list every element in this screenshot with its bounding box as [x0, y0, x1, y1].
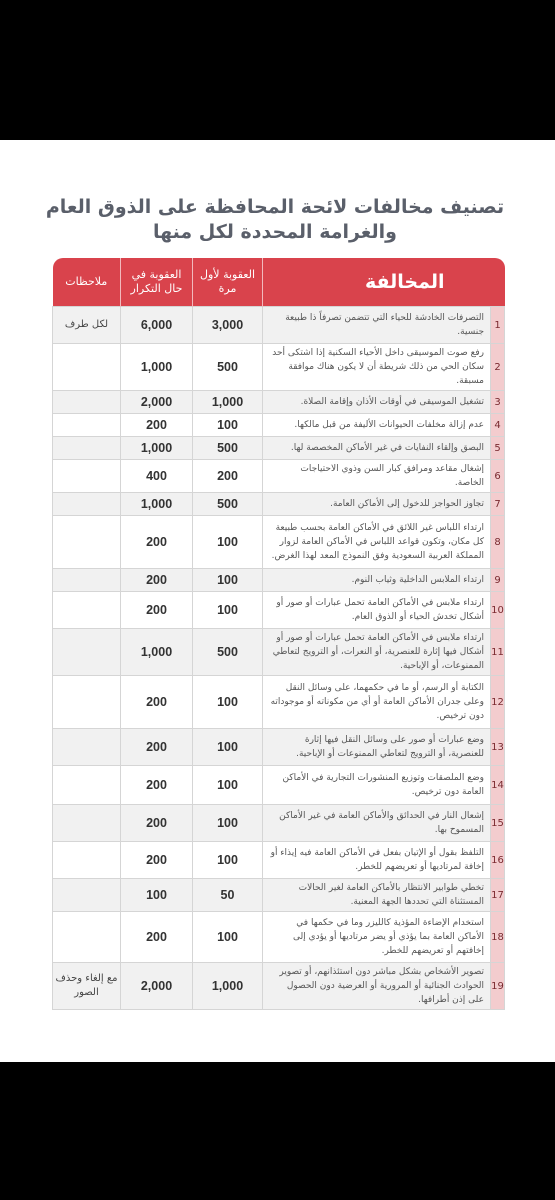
violation-text: ارتداء الملابس الداخلية وثياب النوم. [263, 569, 491, 592]
row-note [53, 391, 121, 414]
table-row [53, 963, 505, 1010]
row-note [53, 766, 121, 805]
repeat-penalty-amount: 200 [121, 912, 193, 963]
row-number: 2 [491, 344, 505, 391]
row-number: 6 [491, 460, 505, 493]
row-number: 3 [491, 391, 505, 414]
row-note [53, 414, 121, 437]
violations-table [52, 258, 505, 1010]
table-row [53, 391, 505, 414]
header-violation: المخالفة [263, 258, 505, 307]
table-row [53, 437, 505, 460]
first-penalty-amount: 100 [193, 414, 263, 437]
table-row [53, 516, 505, 569]
violation-text: تشغيل الموسيقى في أوقات الأذان وإقامة الصلاة. [263, 391, 491, 414]
row-note [53, 879, 121, 912]
first-penalty-amount: 100 [193, 676, 263, 729]
first-penalty-amount: 100 [193, 766, 263, 805]
violation-text: ارتداء ملابس في الأماكن العامة تحمل عبارات أو صور أو أشكال تخدش الحياء أو الذوق العام. [263, 592, 491, 629]
first-penalty-amount: 100 [193, 729, 263, 766]
repeat-penalty-amount: 200 [121, 592, 193, 629]
first-penalty-amount: 100 [193, 912, 263, 963]
row-number: 8 [491, 516, 505, 569]
repeat-penalty-amount: 2,000 [121, 391, 193, 414]
repeat-penalty-amount: 400 [121, 460, 193, 493]
violation-text: الكتابة أو الرسم، أو ما في حكمهما، على وسائل النقل وعلى جدران الأماكن العامة أو أي من مكوناته أو موجوداته دون ترخيص. [263, 676, 491, 729]
table-row [53, 569, 505, 592]
first-penalty-amount: 200 [193, 460, 263, 493]
violation-text: إشغال مقاعد ومرافق كبار السن وذوي الاحتياجات الخاصة. [263, 460, 491, 493]
first-penalty-amount: 500 [193, 344, 263, 391]
table-row [53, 629, 505, 676]
table-row [53, 460, 505, 493]
first-penalty-amount: 1,000 [193, 963, 263, 1010]
repeat-penalty-amount: 1,000 [121, 629, 193, 676]
row-number: 17 [491, 879, 505, 912]
violation-text: تخطي طوابير الانتظار بالأماكن العامة لغير الحالات المستثناة التي تحددها الجهة المعنية. [263, 879, 491, 912]
first-penalty-amount: 50 [193, 879, 263, 912]
row-number: 12 [491, 676, 505, 729]
header-repeat-penalty: العقوبة في حال التكرار [121, 258, 193, 307]
first-penalty-amount: 500 [193, 629, 263, 676]
row-note [53, 729, 121, 766]
row-number: 15 [491, 805, 505, 842]
violation-text: وضع الملصقات وتوزيع المنشورات التجارية في الأماكن العامة دون ترخيص. [263, 766, 491, 805]
first-penalty-amount: 1,000 [193, 391, 263, 414]
violation-text: تجاوز الحواجز للدخول إلى الأماكن العامة. [263, 493, 491, 516]
repeat-penalty-amount: 100 [121, 879, 193, 912]
row-note [53, 493, 121, 516]
document-title-line2: والغرامة المحددة لكل منها [152, 221, 397, 243]
table-row [53, 842, 505, 879]
row-note [53, 516, 121, 569]
row-note [53, 629, 121, 676]
first-penalty-amount: 500 [193, 493, 263, 516]
violation-text: ارتداء ملابس في الأماكن العامة تحمل عبارات أو صور أو أشكال فيها إثارة للعنصرية، أو النعرات، أو الترويج لتعاطي الممنوعات، أو الإباحية. [263, 629, 491, 676]
row-note [53, 592, 121, 629]
table-row [53, 307, 505, 344]
row-number: 13 [491, 729, 505, 766]
table-row [53, 729, 505, 766]
repeat-penalty-amount: 200 [121, 569, 193, 592]
repeat-penalty-amount: 1,000 [121, 344, 193, 391]
row-note [53, 437, 121, 460]
repeat-penalty-amount: 1,000 [121, 437, 193, 460]
row-number: 11 [491, 629, 505, 676]
first-penalty-amount: 500 [193, 437, 263, 460]
table-row [53, 805, 505, 842]
row-number: 16 [491, 842, 505, 879]
row-note: لكل طرف [53, 307, 121, 344]
table-row [53, 414, 505, 437]
violation-text: التلفظ بقول أو الإتيان بفعل في الأماكن العامة فيه إيذاء أو إخافة لمرتاديها أو تعريضهم للخطر. [263, 842, 491, 879]
row-note [53, 460, 121, 493]
violation-text: استخدام الإضاءة المؤذية كالليزر وما في حكمها في الأماكن العامة بما يؤذي أو يضر مرتاديها أو يؤدي إلى إخافتهم أو تعريضهم للخطر. [263, 912, 491, 963]
document-page [0, 140, 555, 1062]
table-row [53, 879, 505, 912]
first-penalty-amount: 100 [193, 592, 263, 629]
table-row [53, 766, 505, 805]
repeat-penalty-amount: 200 [121, 676, 193, 729]
table-row [53, 676, 505, 729]
violation-text: البصق وإلقاء النفايات في غير الأماكن المخصصة لها. [263, 437, 491, 460]
first-penalty-amount: 100 [193, 516, 263, 569]
violation-text: رفع صوت الموسيقى داخل الأحياء السكنية إذا اشتكى أحد سكان الحي من ذلك شريطة أن لا يكون هناك موافقة مسبقة. [263, 344, 491, 391]
table-row [53, 344, 505, 391]
row-note: مع إلغاء وحذف الصور [53, 963, 121, 1010]
first-penalty-amount: 100 [193, 569, 263, 592]
row-note [53, 569, 121, 592]
row-note [53, 912, 121, 963]
row-note [53, 842, 121, 879]
first-penalty-amount: 100 [193, 805, 263, 842]
row-number: 14 [491, 766, 505, 805]
repeat-penalty-amount: 200 [121, 414, 193, 437]
repeat-penalty-amount: 200 [121, 516, 193, 569]
repeat-penalty-amount: 1,000 [121, 493, 193, 516]
repeat-penalty-amount: 200 [121, 842, 193, 879]
violation-text: التصرفات الخادشة للحياء التي تتضمن تصرفاً ذا طبيعة جنسية. [263, 307, 491, 344]
repeat-penalty-amount: 200 [121, 729, 193, 766]
repeat-penalty-amount: 200 [121, 805, 193, 842]
row-number: 1 [491, 307, 505, 344]
violation-text: وضع عبارات أو صور على وسائل النقل فيها إثارة للعنصرية، أو الترويج لتعاطي الممنوعات أو الإباحية. [263, 729, 491, 766]
document-title-line1: تصنيف مخالفات لائحة المحافظة على الذوق العام [45, 196, 505, 218]
repeat-penalty-amount: 200 [121, 766, 193, 805]
row-number: 19 [491, 963, 505, 1010]
first-penalty-amount: 100 [193, 842, 263, 879]
header-first-penalty: العقوبة لأول مرة [193, 258, 263, 307]
violation-text: إشعال النار في الحدائق والأماكن العامة في غير الأماكن المسموح بها. [263, 805, 491, 842]
row-number: 5 [491, 437, 505, 460]
row-note [53, 805, 121, 842]
row-note [53, 676, 121, 729]
row-number: 7 [491, 493, 505, 516]
row-number: 18 [491, 912, 505, 963]
row-number: 4 [491, 414, 505, 437]
row-number: 9 [491, 569, 505, 592]
violation-text: تصوير الأشخاص بشكل مباشر دون استئذانهم، أو تصوير الحوادث الجنائية أو المرورية أو العرضية دون الحصول على إذن أطرافها. [263, 963, 491, 1010]
table-header-row [53, 258, 505, 307]
repeat-penalty-amount: 2,000 [121, 963, 193, 1010]
header-notes: ملاحظات [53, 258, 121, 307]
row-note [53, 344, 121, 391]
table-row [53, 592, 505, 629]
table-row [53, 912, 505, 963]
table-row [53, 493, 505, 516]
violation-text: عدم إزالة مخلفات الحيوانات الأليفة من قبل مالكها. [263, 414, 491, 437]
violation-text: ارتداء اللباس غير اللائق في الأماكن العامة بحسب طبيعة كل مكان، وتكون قواعد اللباس في الأماكن العامة لزوار المملكة العربية السعودية وفق النموذج المعد لهذا الغرض. [263, 516, 491, 569]
row-number: 10 [491, 592, 505, 629]
first-penalty-amount: 3,000 [193, 307, 263, 344]
repeat-penalty-amount: 6,000 [121, 307, 193, 344]
